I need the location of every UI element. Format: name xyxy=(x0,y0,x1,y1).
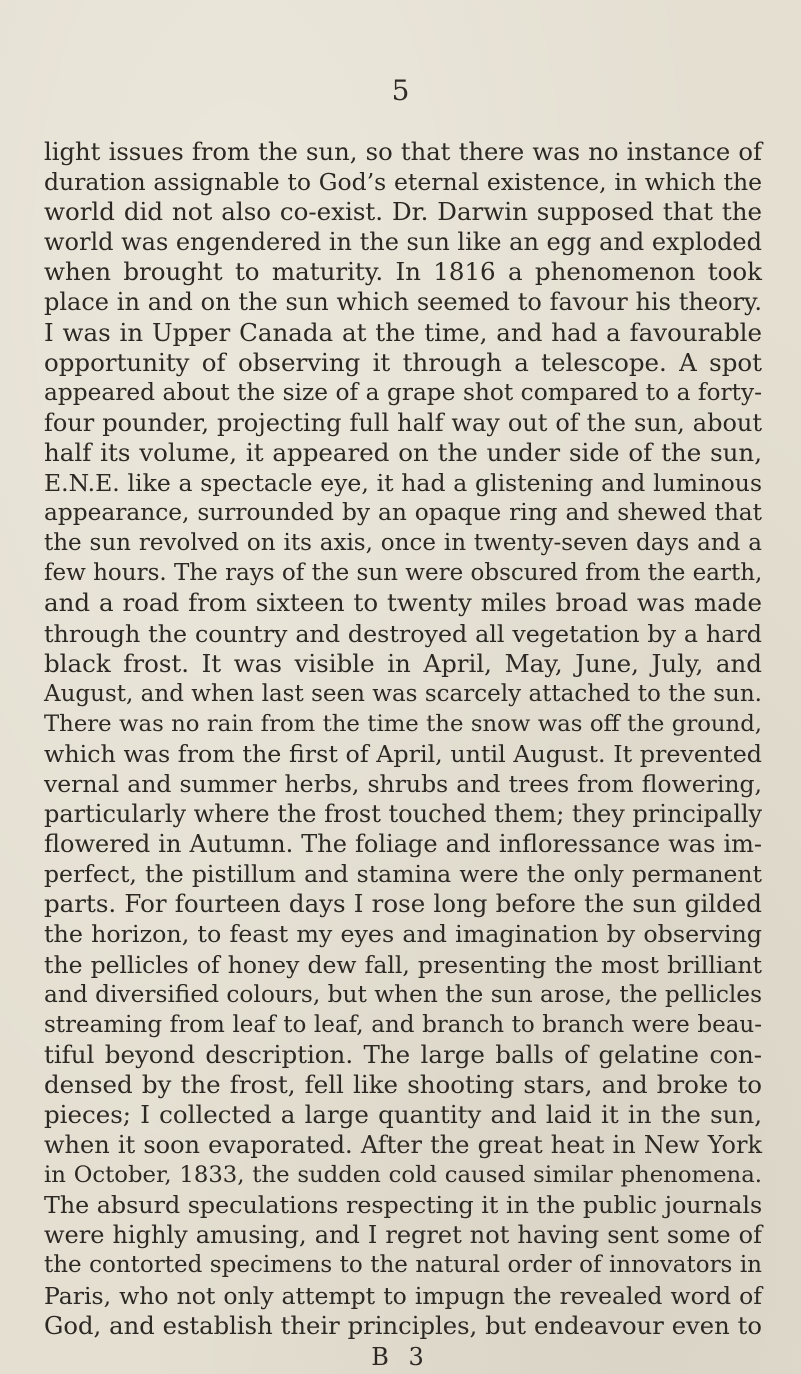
text-line: God, and establish their principles, but endeavour even to xyxy=(44,1310,762,1340)
text-line: and diversified colours, but when the sun arose, the pellicles xyxy=(44,980,762,1008)
text-line: place in and on the sun which seemed to favour his theory. xyxy=(44,288,762,317)
text-line: densed by the frost, fell like shooting stars, and broke to xyxy=(44,1069,762,1099)
text-line: world did not also co-exist. Dr. Darwin supposed that the xyxy=(44,197,762,227)
text-line: particularly where the frost touched them; they principally xyxy=(44,800,763,829)
text-line: few hours. The rays of the sun were obscured from the earth, xyxy=(44,560,763,587)
text-line: I was in Upper Canada at the time, and had a favourable xyxy=(44,317,762,347)
text-line: streaming from leaf to leaf, and branch to branch were beau- xyxy=(44,1011,762,1038)
text-line: in October, 1833, the sudden cold caused similar phenomena. xyxy=(44,1162,762,1189)
text-line: pieces; I collected a large quantity and laid it in the sun, xyxy=(44,1100,762,1129)
text-line: world was engendered in the sun like an egg and exploded xyxy=(44,228,762,257)
text-line: opportunity of observing it through a telescope. A spot xyxy=(44,347,762,377)
text-line: were highly amusing, and I regret not having sent some of xyxy=(44,1221,762,1250)
text-line: There was no rain from the time the snow was off the ground, xyxy=(44,710,762,737)
text-line: and a road from sixteen to twenty miles broad was made xyxy=(44,588,762,618)
text-line: tiful beyond description. The large balls of gelatine con- xyxy=(44,1039,762,1069)
text-line: black frost. It was visible in April, May, June, July, and xyxy=(44,648,762,678)
text-line: through the country and destroyed all vegetation by a hard xyxy=(44,619,762,648)
body-text xyxy=(44,137,762,1341)
text-line: half its volume, it appeared on the under side of the sun, xyxy=(44,437,762,467)
text-line: The absurd speculations respecting it in the public journals xyxy=(44,1191,763,1220)
text-line: when it soon evaporated. After the great heat in New York xyxy=(44,1131,762,1160)
text-line: August, and when last seen was scarcely attached to the sun. xyxy=(44,680,762,707)
page-number: 5 xyxy=(391,74,410,107)
text-line: the pellicles of honey dew fall, presenting the most brilliant xyxy=(44,950,762,979)
text-line: appeared about the size of a grape shot compared to a forty- xyxy=(44,378,762,406)
printer-signature-mark: B 3 xyxy=(371,1343,430,1371)
text-line: flowered in Autumn. The foliage and infloressance was im- xyxy=(44,830,762,859)
text-line: the horizon, to feast my eyes and imagination by observing xyxy=(44,920,762,949)
text-line: E.N.E. like a spectacle eye, it had a glistening and luminous xyxy=(44,469,762,498)
text-line: the contorted specimens to the natural order of innovators in xyxy=(44,1252,762,1279)
text-line: parts. For fourteen days I rose long before the sun gilded xyxy=(44,889,762,919)
text-line: four pounder, projecting full half way out of the sun, about xyxy=(44,408,762,437)
text-line: appearance, surrounded by an opaque ring and shewed that xyxy=(44,499,762,527)
text-line: light issues from the sun, so that there was no instance of xyxy=(44,137,762,166)
text-line: which was from the first of April, until August. It prevented xyxy=(44,739,762,768)
text-line: perfect, the pistillum and stamina were the only permanent xyxy=(44,860,762,889)
text-line: vernal and summer herbs, shrubs and trees from flowering, xyxy=(44,769,762,798)
text-line: the sun revolved on its axis, once in twenty-seven days and a xyxy=(44,530,762,557)
text-line: when brought to maturity. In 1816 a phenomenon took xyxy=(44,257,762,287)
text-line: Paris, who not only attempt to impugn the revealed word of xyxy=(44,1281,762,1310)
text-line: duration assignable to God’s eternal existence, in which the xyxy=(44,168,762,197)
